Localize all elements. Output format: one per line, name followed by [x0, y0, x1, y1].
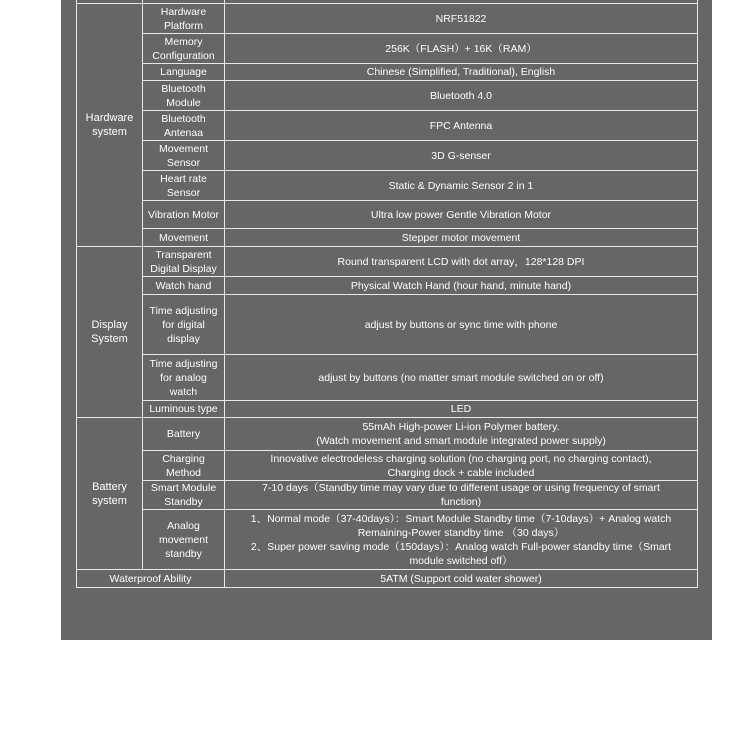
row-label: Language	[143, 64, 225, 81]
table-row	[77, 247, 698, 277]
row-value: Bluetooth 4.0	[225, 81, 698, 111]
row-label: Time adjusting for analog watch	[143, 355, 225, 401]
row-value: Chinese (Simplified, Traditional), English	[225, 64, 698, 81]
table-row	[77, 111, 698, 141]
spec-table	[76, 0, 698, 588]
table-row	[77, 481, 698, 510]
row-label: Movement	[143, 229, 225, 247]
row-value: NRF51822	[225, 4, 698, 34]
row-value: LED	[225, 401, 698, 418]
table-row	[77, 81, 698, 111]
row-value: FPC Antenna	[225, 111, 698, 141]
waterproof-value: 5ATM (Support cold water shower)	[225, 570, 698, 588]
row-label: Vibration Motor	[143, 201, 225, 229]
row-label: Bluetooth Antenaa	[143, 111, 225, 141]
table-row	[77, 4, 698, 34]
row-label: Smart Module Standby	[143, 481, 225, 510]
table-row	[77, 201, 698, 229]
row-label: Bluetooth Module	[143, 81, 225, 111]
row-value: adjust by buttons (no matter smart module switched on or off)	[225, 355, 698, 401]
category-battery-system: Battery system	[77, 418, 143, 570]
row-label: Watch hand	[143, 277, 225, 295]
row-value: 7-10 days（Standby time may vary due to different usage or using frequency of smart function)	[225, 481, 698, 510]
waterproof-label: Waterproof Ability	[77, 570, 225, 588]
row-label: Charging Method	[143, 451, 225, 481]
row-label: Analog movement standby	[143, 510, 225, 570]
row-label: Battery	[143, 418, 225, 451]
row-value: Innovative electrodeless charging solution (no charging port, no charging contact), Charging dock + cable included	[225, 451, 698, 481]
table-row	[77, 64, 698, 81]
row-label: Movement Sensor	[143, 141, 225, 171]
table-row	[77, 355, 698, 401]
row-label: Memory Configuration	[143, 34, 225, 64]
row-value: 55mAh High-power Li-ion Polymer battery. (Watch movement and smart module integrated power supply)	[225, 418, 698, 451]
row-value: Physical Watch Hand (hour hand, minute hand)	[225, 277, 698, 295]
table-row	[77, 34, 698, 64]
row-value: Static & Dynamic Sensor 2 in 1	[225, 171, 698, 201]
row-value: 1、Normal mode（37-40days）：Smart Module Standby time（7-10days）+ Analog watch Remaining-Power standby time （30 days） 2、Super power saving mode（150days）：Analog watch Full-power standby time（Smart module switched off）	[225, 510, 698, 570]
table-row	[77, 570, 698, 588]
row-value: 3D G-senser	[225, 141, 698, 171]
row-label: Transparent Digital Display	[143, 247, 225, 277]
table-row	[77, 277, 698, 295]
category-display-system: Display System	[77, 247, 143, 418]
row-value: Ultra low power Gentle Vibration Motor	[225, 201, 698, 229]
table-row	[77, 510, 698, 570]
row-value: Stepper motor movement	[225, 229, 698, 247]
row-label: Time adjusting for digital display	[143, 295, 225, 355]
row-value: adjust by buttons or sync time with phone	[225, 295, 698, 355]
table-row	[77, 141, 698, 171]
row-value: 256K（FLASH）+ 16K（RAM）	[225, 34, 698, 64]
table-row	[77, 295, 698, 355]
table-row	[77, 171, 698, 201]
table-row	[77, 401, 698, 418]
table-row	[77, 418, 698, 451]
category-hardware-system: Hardware system	[77, 4, 143, 247]
row-label: Luminous type	[143, 401, 225, 418]
table-row	[77, 451, 698, 481]
table-row	[77, 229, 698, 247]
row-label: Heart rate Sensor	[143, 171, 225, 201]
row-label: Hardware Platform	[143, 4, 225, 34]
row-value: Round transparent LCD with dot array，128*128 DPI	[225, 247, 698, 277]
